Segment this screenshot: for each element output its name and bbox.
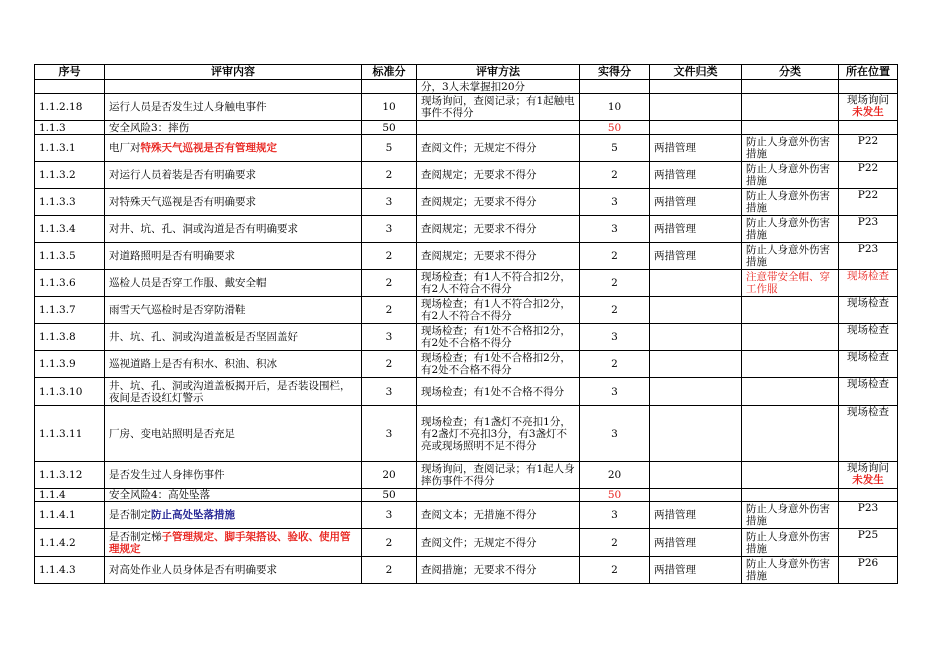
table-row (35, 489, 898, 502)
classification (742, 94, 839, 121)
table-row (35, 502, 898, 529)
review-method: 现场检查；有1人不符合扣2分，有2人不符合不得分 (417, 270, 580, 297)
review-content-text: 电厂对 (109, 142, 141, 154)
location-text: P23 (857, 243, 879, 255)
file-category (650, 406, 742, 462)
table-row (35, 378, 898, 406)
file-category (650, 462, 742, 489)
item-number: 1.1.4.1 (35, 502, 105, 529)
location-text: P25 (857, 529, 879, 541)
table-row (35, 189, 898, 216)
location-text: 现场检查 (847, 270, 889, 282)
file-category: 两措管理 (650, 216, 742, 243)
classification: 防止人身意外伤害措施 (742, 135, 839, 162)
review-table (34, 64, 898, 584)
review-content (105, 529, 362, 557)
item-number: 1.1.3.5 (35, 243, 105, 270)
location-text: P23 (857, 216, 879, 228)
location-text: P26 (857, 557, 879, 569)
location-text: 未发生 (852, 474, 884, 486)
review-content-text: 巡检人员是否穿工作服、戴安全帽 (109, 277, 267, 289)
standard-score: 3 (362, 378, 417, 406)
file-category (650, 270, 742, 297)
classification: 防止人身意外伤害措施 (742, 189, 839, 216)
col-header-number: 序号 (35, 65, 105, 80)
actual-score: 2 (580, 243, 650, 270)
actual-score: 3 (580, 189, 650, 216)
review-method (417, 489, 580, 502)
item-number: 1.1.4.2 (35, 529, 105, 557)
location-text: 现场询问 (847, 94, 889, 106)
review-method: 现场检查；有1处不合格扣2分，有2处不合格不得分 (417, 351, 580, 378)
file-category (650, 324, 742, 351)
review-method: 现场检查；有1处不合格扣2分，有2处不合格不得分 (417, 324, 580, 351)
file-category: 两措管理 (650, 529, 742, 557)
review-method: 查阅文本；无措施不得分 (417, 502, 580, 529)
table-row (35, 324, 898, 351)
classification: 防止人身意外伤害措施 (742, 502, 839, 529)
classification: 防止人身意外伤害措施 (742, 216, 839, 243)
col-header-content: 评审内容 (105, 65, 362, 80)
item-number: 1.1.3.7 (35, 297, 105, 324)
item-number: 1.1.4.3 (35, 557, 105, 584)
standard-score: 2 (362, 557, 417, 584)
review-content-text: 防止高处坠落措施 (151, 509, 235, 521)
location-text: 现场检查 (847, 378, 889, 390)
actual-score: 2 (580, 351, 650, 378)
review-content (105, 297, 362, 324)
file-category (650, 378, 742, 406)
classification (742, 462, 839, 489)
review-content-text: 井、坑、孔、洞或沟道盖板揭开后，是否装设围栏，夜间是否设红灯警示 (109, 379, 351, 404)
location (839, 189, 898, 216)
review-method: 查阅规定；无要求不得分 (417, 162, 580, 189)
classification: 注意带安全帽、穿工作服 (742, 270, 839, 297)
item-number: 1.1.3.12 (35, 462, 105, 489)
location-text: 未发生 (852, 106, 884, 118)
table-row (35, 216, 898, 243)
review-content (105, 80, 362, 94)
review-method: 现场询问，查阅记录；有1起人身摔伤事件不得分 (417, 462, 580, 489)
location (839, 378, 898, 406)
file-category (650, 489, 742, 502)
classification (742, 324, 839, 351)
table-row (35, 297, 898, 324)
file-category (650, 121, 742, 135)
location (839, 80, 898, 94)
file-category (650, 80, 742, 94)
location (839, 135, 898, 162)
item-number: 1.1.2.18 (35, 94, 105, 121)
location (839, 162, 898, 189)
classification: 防止人身意外伤害措施 (742, 162, 839, 189)
review-method: 分，3人未掌握扣20分 (417, 80, 580, 94)
standard-score: 2 (362, 270, 417, 297)
location-text: P22 (857, 189, 879, 201)
standard-score: 50 (362, 121, 417, 135)
review-method: 现场检查；有1人不符合扣2分，有2人不符合不得分 (417, 297, 580, 324)
actual-score: 20 (580, 462, 650, 489)
review-method: 查阅措施；无要求不得分 (417, 557, 580, 584)
location (839, 529, 898, 557)
actual-score: 50 (580, 489, 650, 502)
actual-score: 2 (580, 270, 650, 297)
header-row (35, 65, 898, 80)
location (839, 502, 898, 529)
review-content (105, 462, 362, 489)
item-number: 1.1.3.10 (35, 378, 105, 406)
standard-score: 50 (362, 489, 417, 502)
actual-score: 3 (580, 216, 650, 243)
table-row (35, 351, 898, 378)
actual-score: 3 (580, 502, 650, 529)
location (839, 297, 898, 324)
review-content-text: 对运行人员着装是否有明确要求 (109, 169, 256, 181)
item-number: 1.1.3.4 (35, 216, 105, 243)
classification: 防止人身意外伤害措施 (742, 557, 839, 584)
location (839, 324, 898, 351)
standard-score: 3 (362, 406, 417, 462)
item-number: 1.1.4 (35, 489, 105, 502)
review-content-text: 安全风险4：高处坠落 (109, 489, 211, 501)
location-text: P22 (857, 135, 879, 147)
actual-score: 2 (580, 529, 650, 557)
table-row (35, 270, 898, 297)
table-row (35, 529, 898, 557)
review-content (105, 502, 362, 529)
actual-score: 3 (580, 406, 650, 462)
location-text: 现场询问 (847, 462, 889, 474)
item-number: 1.1.3.2 (35, 162, 105, 189)
actual-score: 50 (580, 121, 650, 135)
file-category (650, 94, 742, 121)
location (839, 270, 898, 297)
classification: 防止人身意外伤害措施 (742, 529, 839, 557)
standard-score: 2 (362, 297, 417, 324)
actual-score: 3 (580, 324, 650, 351)
file-category (650, 297, 742, 324)
location (839, 489, 898, 502)
review-content (105, 243, 362, 270)
classification (742, 351, 839, 378)
review-content-text: 对高处作业人员身体是否有明确要求 (109, 564, 277, 576)
standard-score: 2 (362, 243, 417, 270)
location-text: P22 (857, 162, 879, 174)
location (839, 94, 898, 121)
file-category: 两措管理 (650, 243, 742, 270)
classification (742, 121, 839, 135)
review-content-text: 巡视道路上是否有积水、积油、积冰 (109, 358, 277, 370)
review-content-text: 井、坑、孔、洞或沟道盖板是否坚固盖好 (109, 331, 298, 343)
file-category: 两措管理 (650, 502, 742, 529)
file-category: 两措管理 (650, 557, 742, 584)
review-content (105, 94, 362, 121)
review-content (105, 378, 362, 406)
table-row (35, 135, 898, 162)
review-method: 现场检查；有1处不合格不得分 (417, 378, 580, 406)
review-content-text: 厂房、变电站照明是否充足 (109, 427, 235, 440)
file-category: 两措管理 (650, 135, 742, 162)
review-method: 现场询问，查阅记录；有1起触电事件不得分 (417, 94, 580, 121)
standard-score: 3 (362, 189, 417, 216)
table-row (35, 406, 898, 462)
table-row (35, 243, 898, 270)
location (839, 557, 898, 584)
review-method: 查阅文件；无规定不得分 (417, 135, 580, 162)
review-content-text: 是否制定梯 (109, 530, 162, 543)
review-content-text: 雨雪天气巡检时是否穿防滑鞋 (109, 304, 246, 316)
location (839, 462, 898, 489)
standard-score: 3 (362, 324, 417, 351)
location-text: P23 (857, 502, 879, 514)
location-text: 现场检查 (847, 351, 889, 363)
classification (742, 80, 839, 94)
item-number: 1.1.3.6 (35, 270, 105, 297)
item-number: 1.1.3.8 (35, 324, 105, 351)
review-content-text: 对井、坑、孔、洞或沟道是否有明确要求 (109, 223, 298, 235)
review-content-text: 是否制定 (109, 509, 151, 521)
actual-score: 2 (580, 557, 650, 584)
item-number: 1.1.3.11 (35, 406, 105, 462)
standard-score: 10 (362, 94, 417, 121)
review-content-text: 是否发生过人身摔伤事件 (109, 469, 225, 481)
location (839, 216, 898, 243)
file-category: 两措管理 (650, 162, 742, 189)
review-method (417, 121, 580, 135)
col-header-file-category: 文件归类 (650, 65, 742, 80)
item-number: 1.1.3.1 (35, 135, 105, 162)
item-number: 1.1.3.9 (35, 351, 105, 378)
col-header-standard-score: 标准分 (362, 65, 417, 80)
location-text: 现场检查 (847, 406, 889, 418)
table-row (35, 557, 898, 584)
review-content (105, 162, 362, 189)
review-content-text: 特殊天气巡视是否有管理规定 (140, 142, 277, 154)
review-content (105, 121, 362, 135)
classification: 防止人身意外伤害措施 (742, 243, 839, 270)
actual-score (580, 80, 650, 94)
review-content-text: 对道路照明是否有明确要求 (109, 250, 235, 262)
table-row (35, 121, 898, 135)
location-text: 现场检查 (847, 297, 889, 309)
location (839, 351, 898, 378)
standard-score: 3 (362, 502, 417, 529)
standard-score: 2 (362, 162, 417, 189)
actual-score: 5 (580, 135, 650, 162)
location (839, 121, 898, 135)
review-content-text: 子管理规定、脚手架搭设、验收、使用管理规定 (109, 530, 351, 555)
actual-score: 2 (580, 162, 650, 189)
location (839, 243, 898, 270)
review-method: 现场检查；有1盏灯不亮扣1分，有2盏灯不亮扣3分，有3盏灯不亮或现场照明不足不得分 (417, 406, 580, 462)
item-number: 1.1.3 (35, 121, 105, 135)
review-content (105, 351, 362, 378)
review-content (105, 189, 362, 216)
classification (742, 297, 839, 324)
classification (742, 378, 839, 406)
review-content (105, 489, 362, 502)
classification (742, 489, 839, 502)
standard-score (362, 80, 417, 94)
table-row (35, 462, 898, 489)
col-header-location: 所在位置 (839, 65, 898, 80)
review-content-text: 安全风险3：摔伤 (109, 121, 190, 134)
review-method: 查阅规定；无要求不得分 (417, 189, 580, 216)
review-content-text: 运行人员是否发生过人身触电事件 (109, 101, 267, 113)
review-content (105, 270, 362, 297)
col-header-actual-score: 实得分 (580, 65, 650, 80)
standard-score: 3 (362, 216, 417, 243)
review-content (105, 216, 362, 243)
actual-score: 2 (580, 297, 650, 324)
file-category: 两措管理 (650, 189, 742, 216)
item-number: 1.1.3.3 (35, 189, 105, 216)
file-category (650, 351, 742, 378)
actual-score: 3 (580, 378, 650, 406)
actual-score: 10 (580, 94, 650, 121)
classification (742, 406, 839, 462)
review-content-text: 对特殊天气巡视是否有明确要求 (109, 196, 256, 208)
standard-score: 20 (362, 462, 417, 489)
review-method: 查阅规定；无要求不得分 (417, 216, 580, 243)
review-method: 查阅规定；无要求不得分 (417, 243, 580, 270)
item-number (35, 80, 105, 94)
review-content (105, 557, 362, 584)
standard-score: 5 (362, 135, 417, 162)
review-content (105, 406, 362, 462)
standard-score: 2 (362, 351, 417, 378)
review-method: 查阅文件；无规定不得分 (417, 529, 580, 557)
location (839, 406, 898, 462)
col-header-classification: 分类 (742, 65, 839, 80)
col-header-method: 评审方法 (417, 65, 580, 80)
standard-score: 2 (362, 529, 417, 557)
review-content (105, 135, 362, 162)
location-text: 现场检查 (847, 324, 889, 336)
review-content (105, 324, 362, 351)
table-row (35, 80, 898, 94)
table-row (35, 162, 898, 189)
table-row (35, 94, 898, 121)
